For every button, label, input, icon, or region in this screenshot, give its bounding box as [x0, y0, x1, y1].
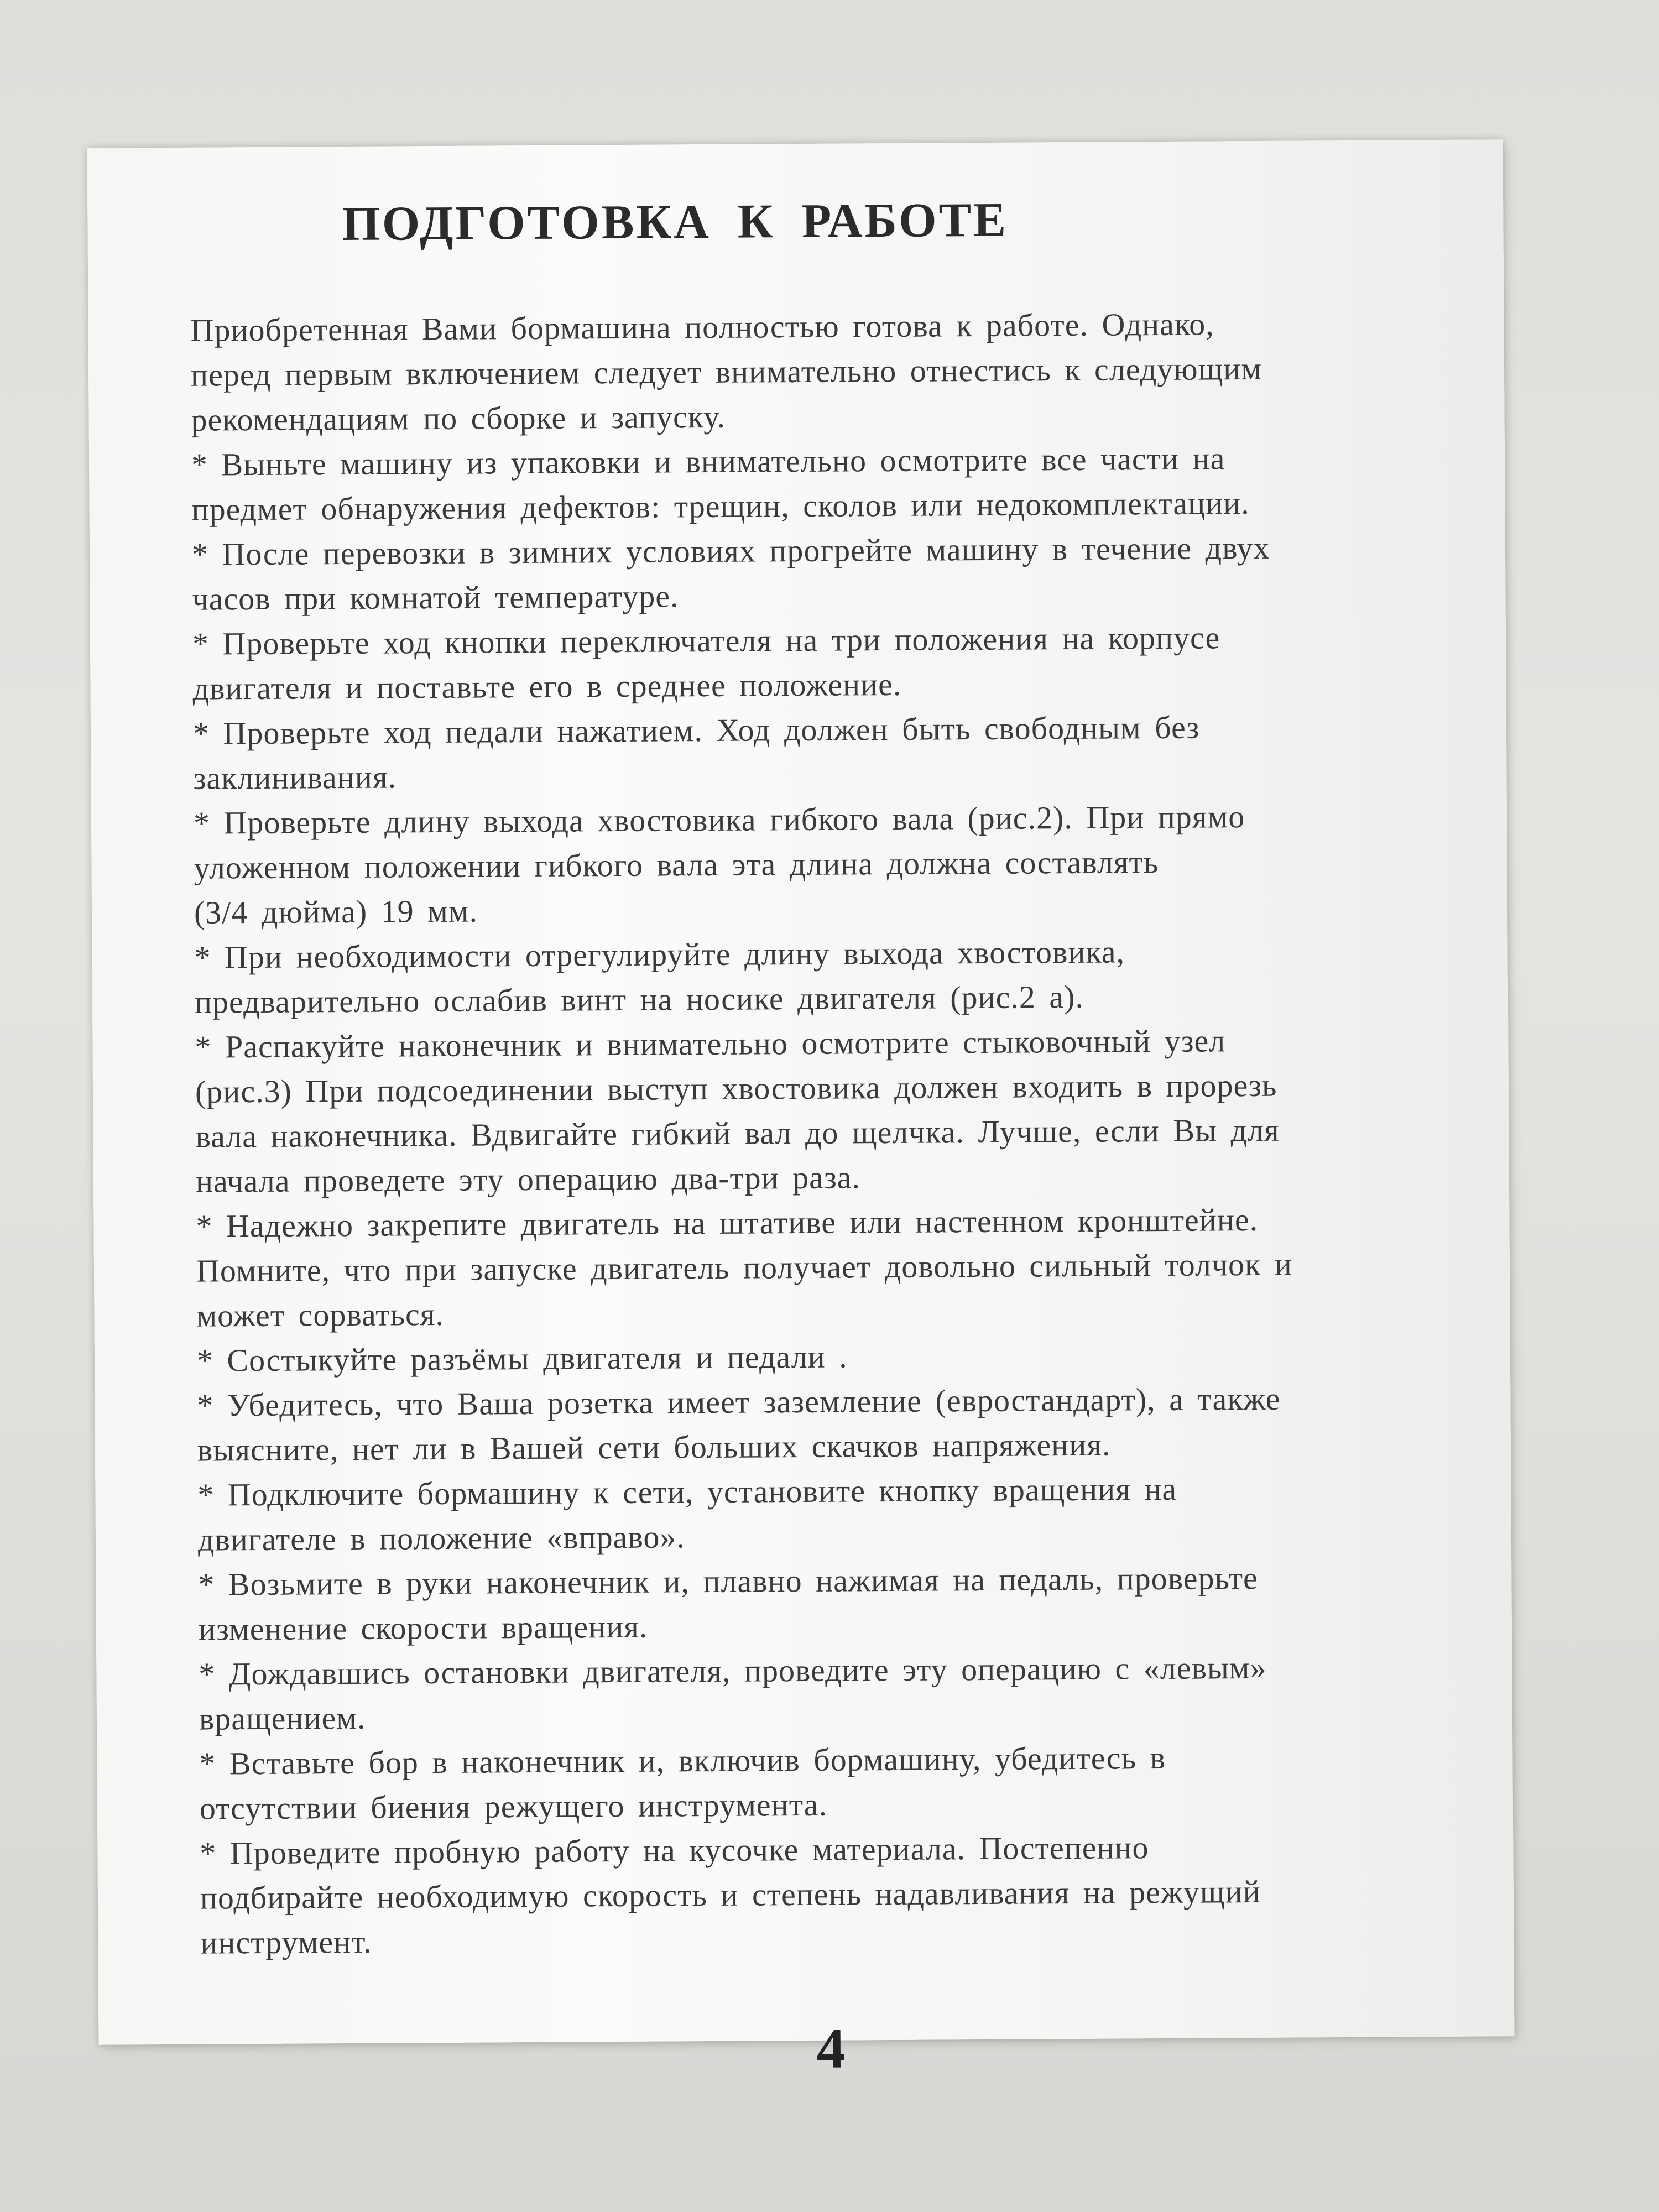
- text-line: * Проверьте ход кнопки переключателя на три положения на корпусе: [192, 619, 1220, 662]
- instructions-body: [190, 300, 1516, 1965]
- text-line: * При необходимости отрегулируйте длину выхода хвостовика,: [194, 933, 1125, 975]
- text-line: предмет обнаружения дефектов: трещин, сколов или недокомплектации.: [191, 485, 1250, 528]
- page-title: ПОДГОТОВКА К РАБОТЕ: [342, 193, 1009, 252]
- text-line: Помните, что при запуске двигатель получает довольно сильный толчок и: [196, 1246, 1292, 1289]
- text-line: (3/4 дюйма) 19 мм.: [194, 893, 478, 931]
- text-line: уложенном положении гибкого вала эта длина должна составлять: [194, 844, 1159, 886]
- text-line: * Подключите бормашину к сети, установите кнопку вращения на: [197, 1470, 1177, 1513]
- text-line: * Убедитесь, что Ваша розетка имеет заземление (евростандарт), а также: [197, 1380, 1281, 1423]
- text-line: * Дождавшись остановки двигателя, проведите эту операцию с «левым»: [199, 1649, 1267, 1692]
- text-line: изменение скорости вращения.: [198, 1608, 648, 1647]
- text-line: * Распакуйте наконечник и внимательно осмотрите стыковочный узел: [195, 1022, 1226, 1065]
- text-line: * Выньте машину из упаковки и внимательно осмотрите все части на: [191, 440, 1225, 483]
- text-line: (рис.3) При подсоединении выступ хвостовика должен входить в прорезь: [195, 1067, 1277, 1110]
- text-line: рекомендациям по сборке и запуску.: [191, 398, 726, 438]
- text-line: двигателя и поставьте его в среднее положение.: [192, 666, 902, 707]
- text-line: * Надежно закрепите двигатель на штативе или настенном кронштейне.: [196, 1201, 1259, 1244]
- text-line: Приобретенная Вами бормашина полностью готова к работе. Однако,: [190, 306, 1214, 348]
- text-line: * Состыкуйте разъёмы двигателя и педали .: [196, 1338, 848, 1379]
- text-line: начала проведете эту операцию два-три раза.: [195, 1159, 861, 1199]
- text-line: предварительно ослабив винт на носике двигателя (рис.2 а).: [194, 978, 1084, 1020]
- document-page: [87, 139, 1515, 2080]
- text-line: двигателе в положение «вправо».: [197, 1519, 686, 1558]
- text-line: * После перевозки в зимних условиях прогрейте машину в течение двух: [191, 529, 1270, 572]
- text-line: выясните, нет ли в Вашей сети больших скачков напряжения.: [197, 1426, 1111, 1468]
- text-line: * Проверьте длину выхода хвостовика гибкого вала (рис.2). При прямо: [193, 799, 1245, 841]
- text-line: вала наконечника. Вдвигайте гибкий вал до щелчка. Лучше, если Вы для: [195, 1112, 1280, 1155]
- text-line: вращением.: [199, 1699, 366, 1737]
- text-line: часов при комнатой температуре.: [192, 578, 679, 617]
- text-line: подбирайте необходимую скорость и степень надавливания на режущий: [200, 1873, 1261, 1916]
- text-line: перед первым включением следует внимательно отнестись к следующим: [190, 350, 1262, 393]
- text-line: * Проведите пробную работу на кусочке материала. Постепенно: [200, 1829, 1149, 1871]
- text-line: заклинивания.: [193, 759, 397, 796]
- text-line: * Проверьте ход педали нажатием. Ход должен быть свободным без: [192, 709, 1200, 752]
- text-line: инструмент.: [200, 1923, 372, 1961]
- text-line: может сорваться.: [196, 1296, 445, 1334]
- text-line: отсутствии биения режущего инструмента.: [199, 1786, 828, 1827]
- text-line: * Вставьте бор в наконечник и, включив бормашину, убедитесь в: [199, 1739, 1166, 1782]
- text-line: * Возьмите в руки наконечник и, плавно нажимая на педаль, проверьте: [198, 1559, 1259, 1603]
- page-number: 4: [816, 2016, 846, 2080]
